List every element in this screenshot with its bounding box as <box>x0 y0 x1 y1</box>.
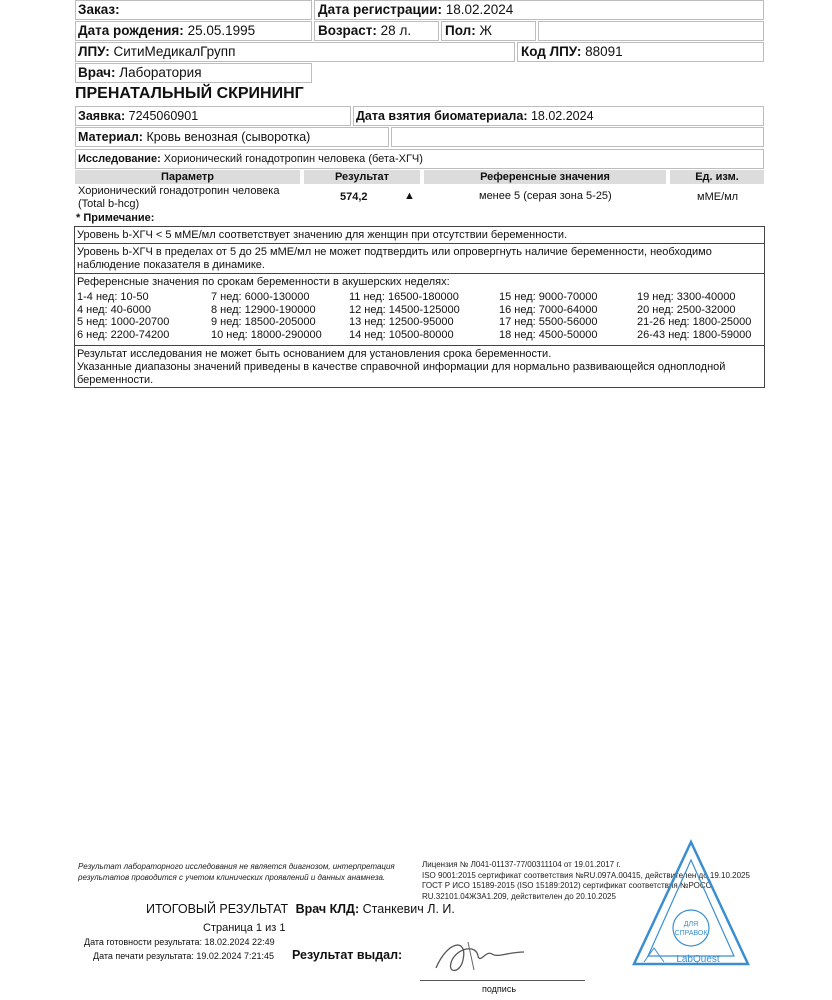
weeks-column-5: 19 нед: 3300-40000 20 нед: 2500-32000 21-26 нед: 1800-25000 26-43 нед: 1800-59000 <box>637 291 752 342</box>
col-header-result: Результат <box>304 170 420 184</box>
stamp-text-1: ДЛЯ <box>683 921 699 928</box>
taken-field: Дата взятия биоматериала: 18.02.2024 <box>356 109 594 123</box>
col-header-reference: Референсные значения <box>424 170 666 184</box>
lpu-code-field: Код ЛПУ: 88091 <box>521 44 623 59</box>
license-info: Лицензия № Л041-01137-77/00311104 от 19.01.2017 г. ISO 9001:2015 сертификат соответствия №RU.097A.00415, действителен до 19.10.2025 ГОСТ Р ИСО 15189-2015 (ISO 15189:2012) сертификат соответствия №РОСС RU.32101.04ЖЗА1.209, действителен до 20.10.2025 <box>422 860 750 901</box>
page-title: ПРЕНАТАЛЬНЫЙ СКРИНИНГ <box>75 85 304 102</box>
lab-stamp <box>630 836 752 971</box>
signature-label: подпись <box>482 984 517 994</box>
result-value: 574,2 <box>340 191 368 203</box>
reg-date-field: Дата регистрации: 18.02.2024 <box>318 2 514 17</box>
weeks-column-1: 1-4 нед: 10-50 4 нед: 40-6000 5 нед: 1000-20700 6 нед: 2200-74200 <box>77 291 170 342</box>
final-note: Результат исследования не может быть основанием для установления срока беременности. Указанные диапазоны значений приведены в качестве справочной информации для нормально развивающейся одноплодной беременности. <box>77 348 726 386</box>
weeks-column-2: 7 нед: 6000-130000 8 нед: 12900-190000 9 нед: 18500-205000 10 нед: 18000-290000 <box>211 291 322 342</box>
empty-box <box>538 21 764 41</box>
study-field: Исследование: Хорионический гонадотропин человека (бета-ХГЧ) <box>78 153 423 165</box>
unit-value: мМЕ/мл <box>697 191 739 203</box>
print-date: Дата печати результата: 19.02.2024 7:21:45 <box>93 951 274 961</box>
final-result-line: ИТОГОВЫЙ РЕЗУЛЬТАТ Врач КЛД: Станкевич Л. И. <box>146 902 455 916</box>
note-1: Уровень b-ХГЧ < 5 мМЕ/мл соответствует значению для женщин при отсутствии беременности. <box>77 229 568 241</box>
stamp-brand: LabQuest <box>676 954 720 965</box>
request-field: Заявка: 7245060901 <box>78 109 199 123</box>
order-label: Заказ: <box>78 2 120 17</box>
reference-value: менее 5 (серая зона 5-25) <box>479 190 612 202</box>
age-field: Возраст: 28 л. <box>318 23 412 38</box>
note-2: Уровень b-ХГЧ в пределах от 5 до 25 мМЕ/мл не может подтвердить или опровергнуть наличие беременности, необходимо наблюдение показателя в динамике. <box>77 246 712 271</box>
divider <box>74 273 765 274</box>
weeks-title: Референсные значения по срокам беременности в акушерских неделях: <box>77 276 450 288</box>
param-name: Хорионический гонадотропин человека (Total b-hcg) <box>78 185 280 210</box>
signature-line <box>420 980 585 981</box>
doctor-field: Врач: Лаборатория <box>78 65 202 80</box>
issued-label: Результат выдал: <box>292 948 403 962</box>
up-arrow-icon: ▲ <box>404 190 415 202</box>
material-empty-box <box>391 127 764 147</box>
ready-date: Дата готовности результата: 18.02.2024 22:49 <box>84 937 275 947</box>
disclaimer: Результат лабораторного исследования не является диагнозом, интерпретация результатов проводится с учетом клинических проявлений и данных анамнеза. <box>78 862 395 882</box>
weeks-column-3: 11 нед: 16500-180000 12 нед: 14500-125000 13 нед: 12500-95000 14 нед: 10500-80000 <box>349 291 460 342</box>
lpu-field: ЛПУ: СитиМедикалГрупп <box>78 44 236 59</box>
col-header-unit: Ед. изм. <box>670 170 764 184</box>
page-number: Страница 1 из 1 <box>203 922 286 934</box>
weeks-column-4: 15 нед: 9000-70000 16 нед: 7000-64000 17 нед: 5500-56000 18 нед: 4500-50000 <box>499 291 598 342</box>
stamp-text-2: СПРАВОК <box>674 930 708 937</box>
birth-field: Дата рождения: 25.05.1995 <box>78 23 256 38</box>
note-label: * Примечание: <box>76 212 155 224</box>
signature <box>428 930 538 980</box>
sex-field: Пол: Ж <box>445 23 492 38</box>
col-header-param: Параметр <box>75 170 300 184</box>
divider <box>74 243 765 244</box>
divider <box>74 345 765 346</box>
material-field: Материал: Кровь венозная (сыворотка) <box>78 130 311 144</box>
